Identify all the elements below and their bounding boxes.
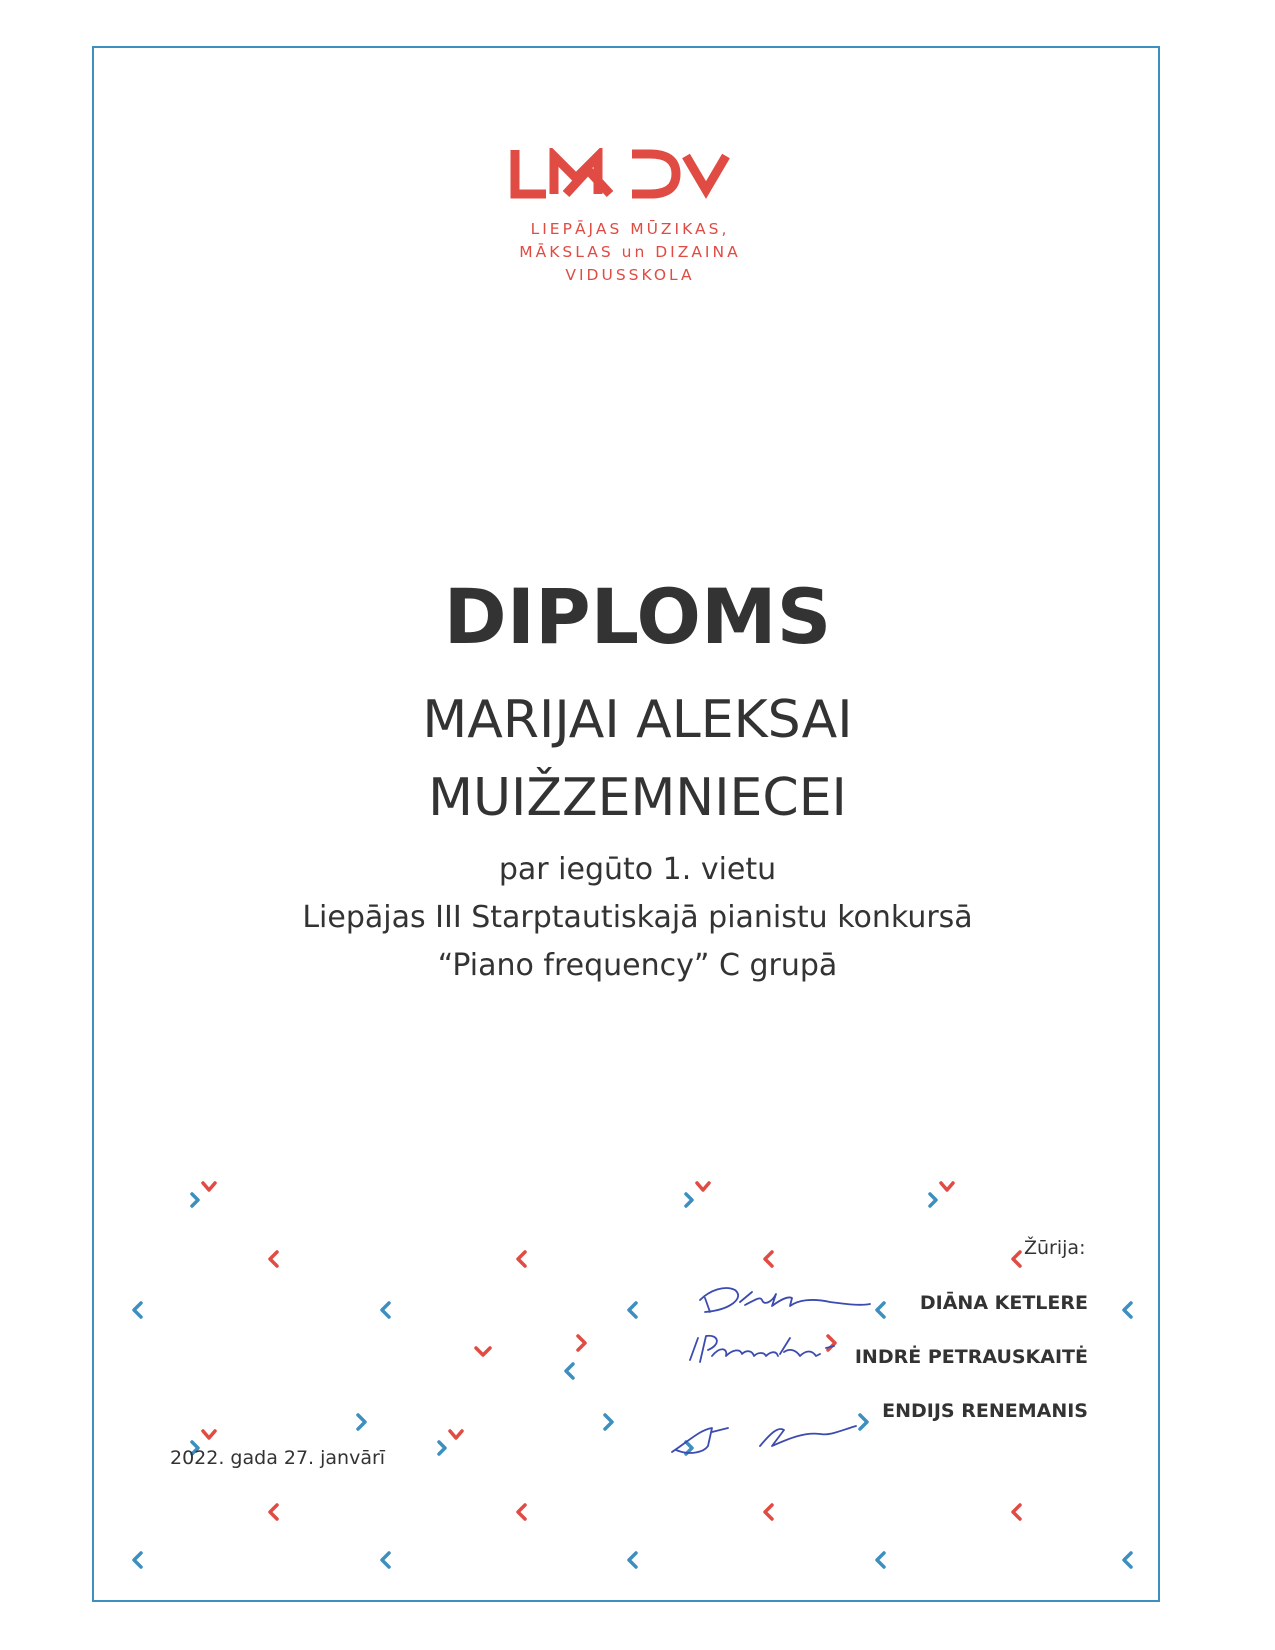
school-logo (510, 148, 750, 200)
recipient-name-line-1: MARIJAI ALEKSAI (422, 690, 853, 750)
award-text-line-1: par iegūto 1. vietu (498, 852, 777, 887)
jury-member-3: ENDIJS RENEMANIS (882, 1400, 1088, 1422)
jury-label: Žūrija: (1024, 1237, 1086, 1259)
recipient-name-line-2: MUIŽZEMNIECEI (428, 768, 847, 828)
school-name-line-2: MĀKSLAS un DIZAINA (519, 243, 741, 261)
school-name-line-1: LIEPĀJAS MŪZIKAS, (530, 220, 730, 238)
jury-member-2: INDRĖ PETRAUSKAITĖ (854, 1346, 1088, 1368)
award-text-line-2: Liepājas III Starptautiskajā pianistu konkursā (302, 900, 973, 935)
issue-date: 2022. gada 27. janvārī (170, 1447, 386, 1469)
diploma-title: DIPLOMS (443, 572, 832, 661)
award-text-line-3: “Piano frequency” C grupā (437, 948, 838, 983)
school-name (470, 218, 790, 287)
school-name-line-3: VIDUSSKOLA (565, 266, 695, 284)
jury-member-1: DIĀNA KETLERE (919, 1292, 1088, 1314)
